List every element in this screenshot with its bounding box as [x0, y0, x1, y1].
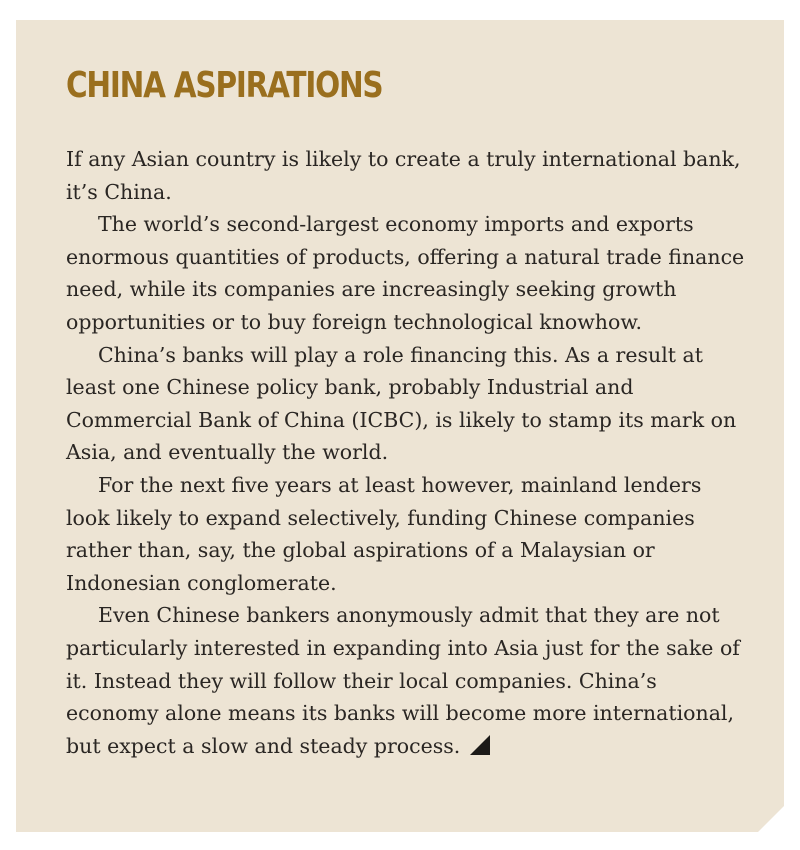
- paragraph-3: China’s banks will play a role financing this. As a result at least one Chinese policy bank, probably Industrial and Commercial Bank of China (ICBC), is likely to stamp its mark on Asia, and eventually the world.: [66, 342, 737, 465]
- paragraph-1: If any Asian country is likely to create a truly international bank, it’s China.: [66, 147, 741, 204]
- paragraph-4: For the next five years at least however, mainland lenders look likely to expand selectively, funding Chinese companies rather than, say, the global aspirations of a Malaysian or Indonesian conglomerate.: [66, 472, 702, 595]
- box-title: CHINA ASPIRATIONS: [66, 65, 383, 106]
- paragraph-5-text: Even Chinese bankers anonymously admit that they are not particularly interested in expanding into Asia just for the sake of it. Instead they will follow their local companies. China’s economy alone means its banks will become more international, but expect a slow and steady process.: [66, 603, 740, 758]
- paragraph-5: [66, 599, 746, 762]
- end-of-article-triangle-icon: [470, 735, 490, 755]
- article-body: [66, 143, 746, 762]
- paragraph-2: The world’s second-largest economy imports and exports enormous quantities of products, offering a natural trade finance need, while its companies are increasingly seeking growth opportunities or to buy foreign technological knowhow.: [66, 212, 745, 334]
